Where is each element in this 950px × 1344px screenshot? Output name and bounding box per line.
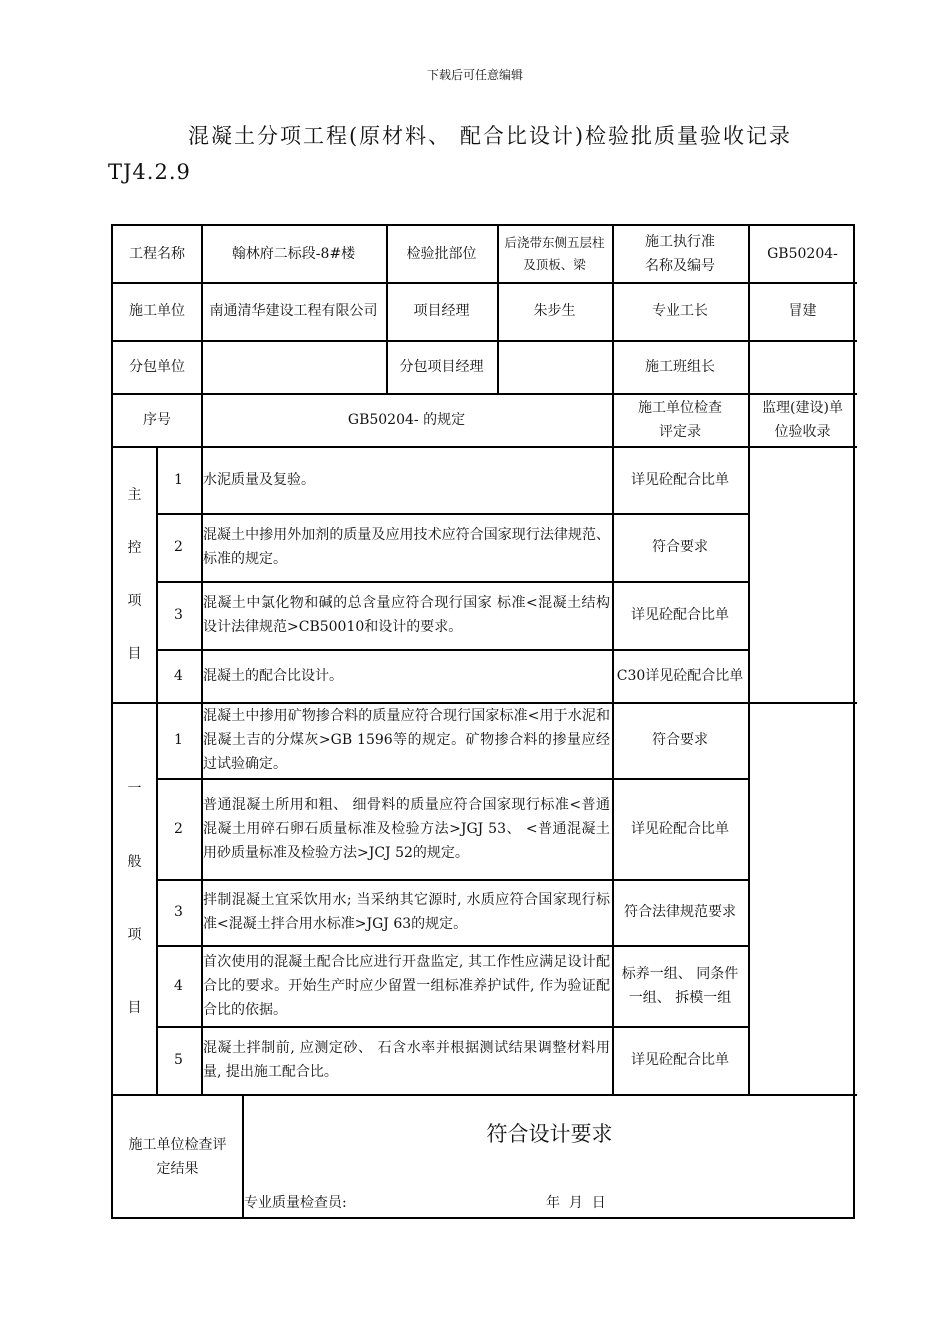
general-item-result: 详见砼配合比单 — [631, 1052, 729, 1068]
col-check-header: 施工单位检查评定录 — [638, 399, 722, 440]
col-supervisor-header: 监理(建设)单位验收录 — [762, 399, 843, 440]
general-item-result: 标养一组、 同条件一组、 拆模一组 — [621, 965, 739, 1006]
inspector-label: 专业质量检查员: — [244, 1195, 347, 1211]
sub-pm-value — [497, 340, 612, 393]
top-note: 下载后可任意编辑 — [426, 68, 523, 82]
general-item-spec: 首次使用的混凝土配合比应进行开盘监定, 其工作性应满足设计配合比的要求。开始生产时应少留置一组标准养护试件, 作为验证配合比的依据。 — [203, 953, 610, 1018]
main-item-spec: 混凝土中掺用外加剂的质量及应用技术应符合国家现行法律规范、 标准的规定。 — [203, 527, 610, 567]
sub-value — [201, 340, 386, 393]
general-item-no: 2 — [174, 820, 183, 837]
main-item-no: 1 — [174, 471, 183, 488]
main-item-spec: 水泥质量及复验。 — [203, 471, 315, 488]
pm-name: 朱步生 — [533, 303, 576, 319]
general-item-result: 符合要求 — [652, 732, 708, 748]
sub-pm-label: 分包项目经理 — [399, 358, 484, 375]
contractor: 南通清华建设工程有限公司 — [209, 303, 378, 319]
footer-label: 施工单位检查评定结果 — [128, 1136, 227, 1177]
record-table — [111, 224, 855, 1219]
team-leader-label: 施工班组长 — [645, 358, 715, 375]
general-label: 一 般 项 目 — [127, 780, 142, 1016]
project-name: 翰林府二标段-8#楼 — [231, 246, 356, 262]
main-item-no: 4 — [174, 667, 183, 684]
main-item-no: 3 — [174, 607, 183, 623]
col-spec-header: GB50204- 的规定 — [347, 411, 466, 428]
foreman-name: 冒建 — [788, 303, 817, 319]
general-item-no: 4 — [174, 977, 183, 994]
main-item-no: 2 — [174, 539, 183, 555]
general-item-no: 5 — [174, 1052, 183, 1068]
footer-result: 符合设计要求 — [486, 1122, 613, 1146]
main-item-spec: 混凝土中氯化物和碱的总含量应符合现行国家 标准<混凝土结构设计法律规范>CB50010和设计的要求。 — [203, 595, 610, 635]
page-title: 混凝土分项工程(原材料、 配合比设计)检验批质量验收记录 — [187, 124, 793, 148]
pm-label: 项目经理 — [413, 303, 470, 319]
general-item-spec: 拌制混凝土宜采饮用水; 当采纳其它源时, 水质应符合国家现行标准<混凝土拌合用水标准>JGJ 63的规定。 — [203, 892, 610, 932]
general-item-spec: 混凝土中掺用矿物掺合料的质量应符合现行国家标准<用于水泥和混凝土吉的分煤灰>GB 1596等的规定。矿物掺合料的掺量应经过试验确定。 — [203, 708, 610, 772]
general-item-no: 3 — [174, 904, 183, 920]
main-item-result: C30详见砼配合比单 — [616, 667, 744, 684]
form-code: TJ4.2.9 — [108, 160, 191, 184]
main-item-spec: 混凝土的配合比设计。 — [203, 667, 343, 684]
general-item-result: 详见砼配合比单 — [631, 820, 729, 837]
general-item-no: 1 — [174, 732, 183, 748]
main-item-result: 符合要求 — [652, 539, 708, 555]
sub-label: 分包单位 — [129, 358, 185, 375]
project-name-label: 工程名称 — [129, 246, 185, 262]
standard-label: 施工执行准名称及编号 — [645, 234, 715, 274]
main-control-label: 主 控 项 目 — [127, 486, 142, 662]
general-item-result: 符合法律规范要求 — [624, 904, 736, 920]
main-item-result: 详见砼配合比单 — [631, 471, 729, 488]
foreman-label: 专业工长 — [652, 303, 708, 319]
main-item-result: 详见砼配合比单 — [631, 607, 729, 623]
contractor-label: 施工单位 — [129, 303, 185, 319]
general-item-spec: 普通混凝土所用和粗、 细骨料的质量应符合国家现行标准<普通混凝土用碎石卵石质量标准及检验方法>JGJ 53、 <普通混凝土用砂质量标准及检验方法>JCJ 52的规定。 — [203, 796, 610, 861]
standard-code: GB50204- — [767, 246, 838, 262]
inspection-part-label: 检验批部位 — [406, 246, 477, 262]
col-no-header: 序号 — [143, 411, 171, 428]
sign-date: 年 月 日 — [546, 1195, 606, 1211]
general-item-spec: 混凝土拌制前, 应测定砂、 石含水率并根据测试结果调整材料用量, 提出施工配合比。 — [203, 1040, 610, 1080]
inspection-part: 后浇带东侧五层柱及顶板、梁 — [504, 235, 605, 272]
team-leader-value — [748, 340, 857, 393]
